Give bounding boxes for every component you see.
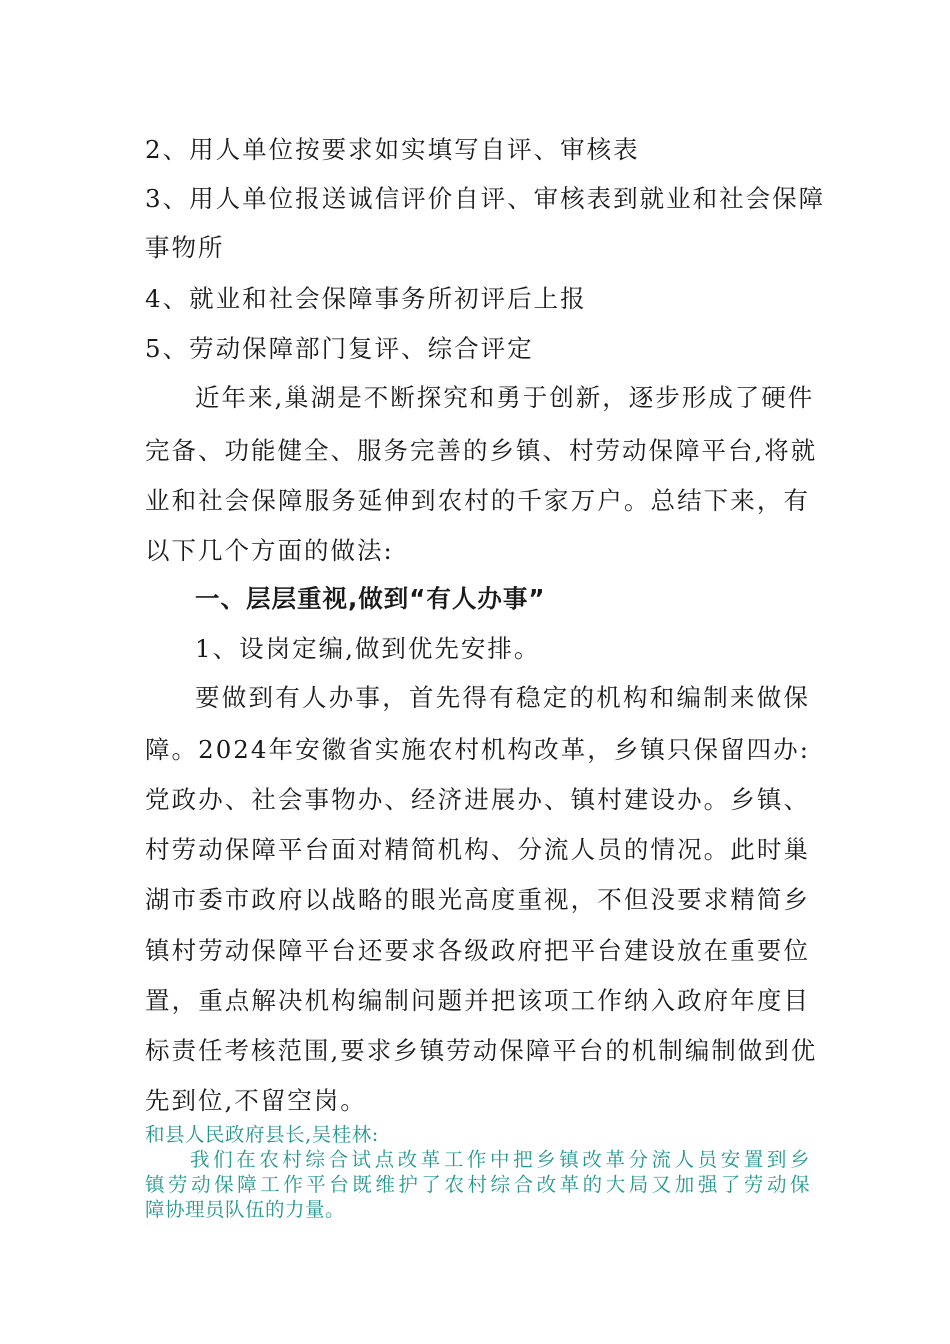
list-item-continuation: 事物所 — [145, 233, 225, 262]
subsection-heading: 1、设岗定编,做到优先安排。 — [195, 634, 541, 663]
list-item: 3、用人单位报送诚信评价自评、审核表到就业和社会保障 — [145, 184, 826, 213]
quote-line: 镇劳动保障工作平台既维护了农村综合改革的大局又加强了劳动保 — [145, 1173, 810, 1196]
body-paragraph-line: 湖市委市政府以战略的眼光高度重视，不但没要求精简乡 — [145, 885, 810, 914]
body-paragraph-line: 党政办、社会事物办、经济进展办、镇村建设办。乡镇、 — [145, 785, 810, 814]
list-item: 2、用人单位按要求如实填写自评、审核表 — [145, 135, 640, 164]
body-paragraph-line: 先到位,不留空岗。 — [145, 1086, 367, 1115]
intro-paragraph-line: 以下几个方面的做法: — [145, 536, 394, 565]
body-paragraph-line: 置，重点解决机构编制问题并把该项工作纳入政府年度目 — [145, 986, 810, 1015]
quote-line: 障协理员队伍的力量。 — [145, 1198, 346, 1221]
body-paragraph-line: 村劳动保障平台面对精简机构、分流人员的情况。此时巢 — [145, 835, 810, 864]
body-paragraph-line: 要做到有人办事，首先得有稳定的机构和编制来做保 — [195, 683, 810, 712]
section-heading: 一、层层重视,做到“有人办事” — [195, 584, 546, 613]
list-item: 4、就业和社会保障事务所初评后上报 — [145, 284, 587, 313]
intro-paragraph-line: 业和社会保障服务延伸到农村的千家万户。总结下来，有 — [145, 486, 810, 515]
quote-line: 我们在农村综合试点改革工作中把乡镇改革分流人员安置到乡 — [190, 1148, 810, 1171]
body-paragraph-line: 镇村劳动保障平台还要求各级政府把平台建设放在重要位 — [145, 936, 810, 965]
body-paragraph-line: 障。2024年安徽省实施农村机构改革，乡镇只保留四办: — [145, 735, 810, 764]
body-paragraph-line: 标责任考核范围,要求乡镇劳动保障平台的机制编制做到优 — [145, 1036, 818, 1065]
intro-paragraph-line: 近年来,巢湖是不断探究和勇于创新，逐步形成了硬件 — [195, 383, 815, 412]
intro-paragraph-line: 完备、功能健全、服务完善的乡镇、村劳动保障平台,将就 — [145, 436, 818, 465]
list-item: 5、劳动保障部门复评、综合评定 — [145, 334, 534, 363]
quote-speaker: 和县人民政府县长,吴桂林: — [145, 1123, 379, 1146]
